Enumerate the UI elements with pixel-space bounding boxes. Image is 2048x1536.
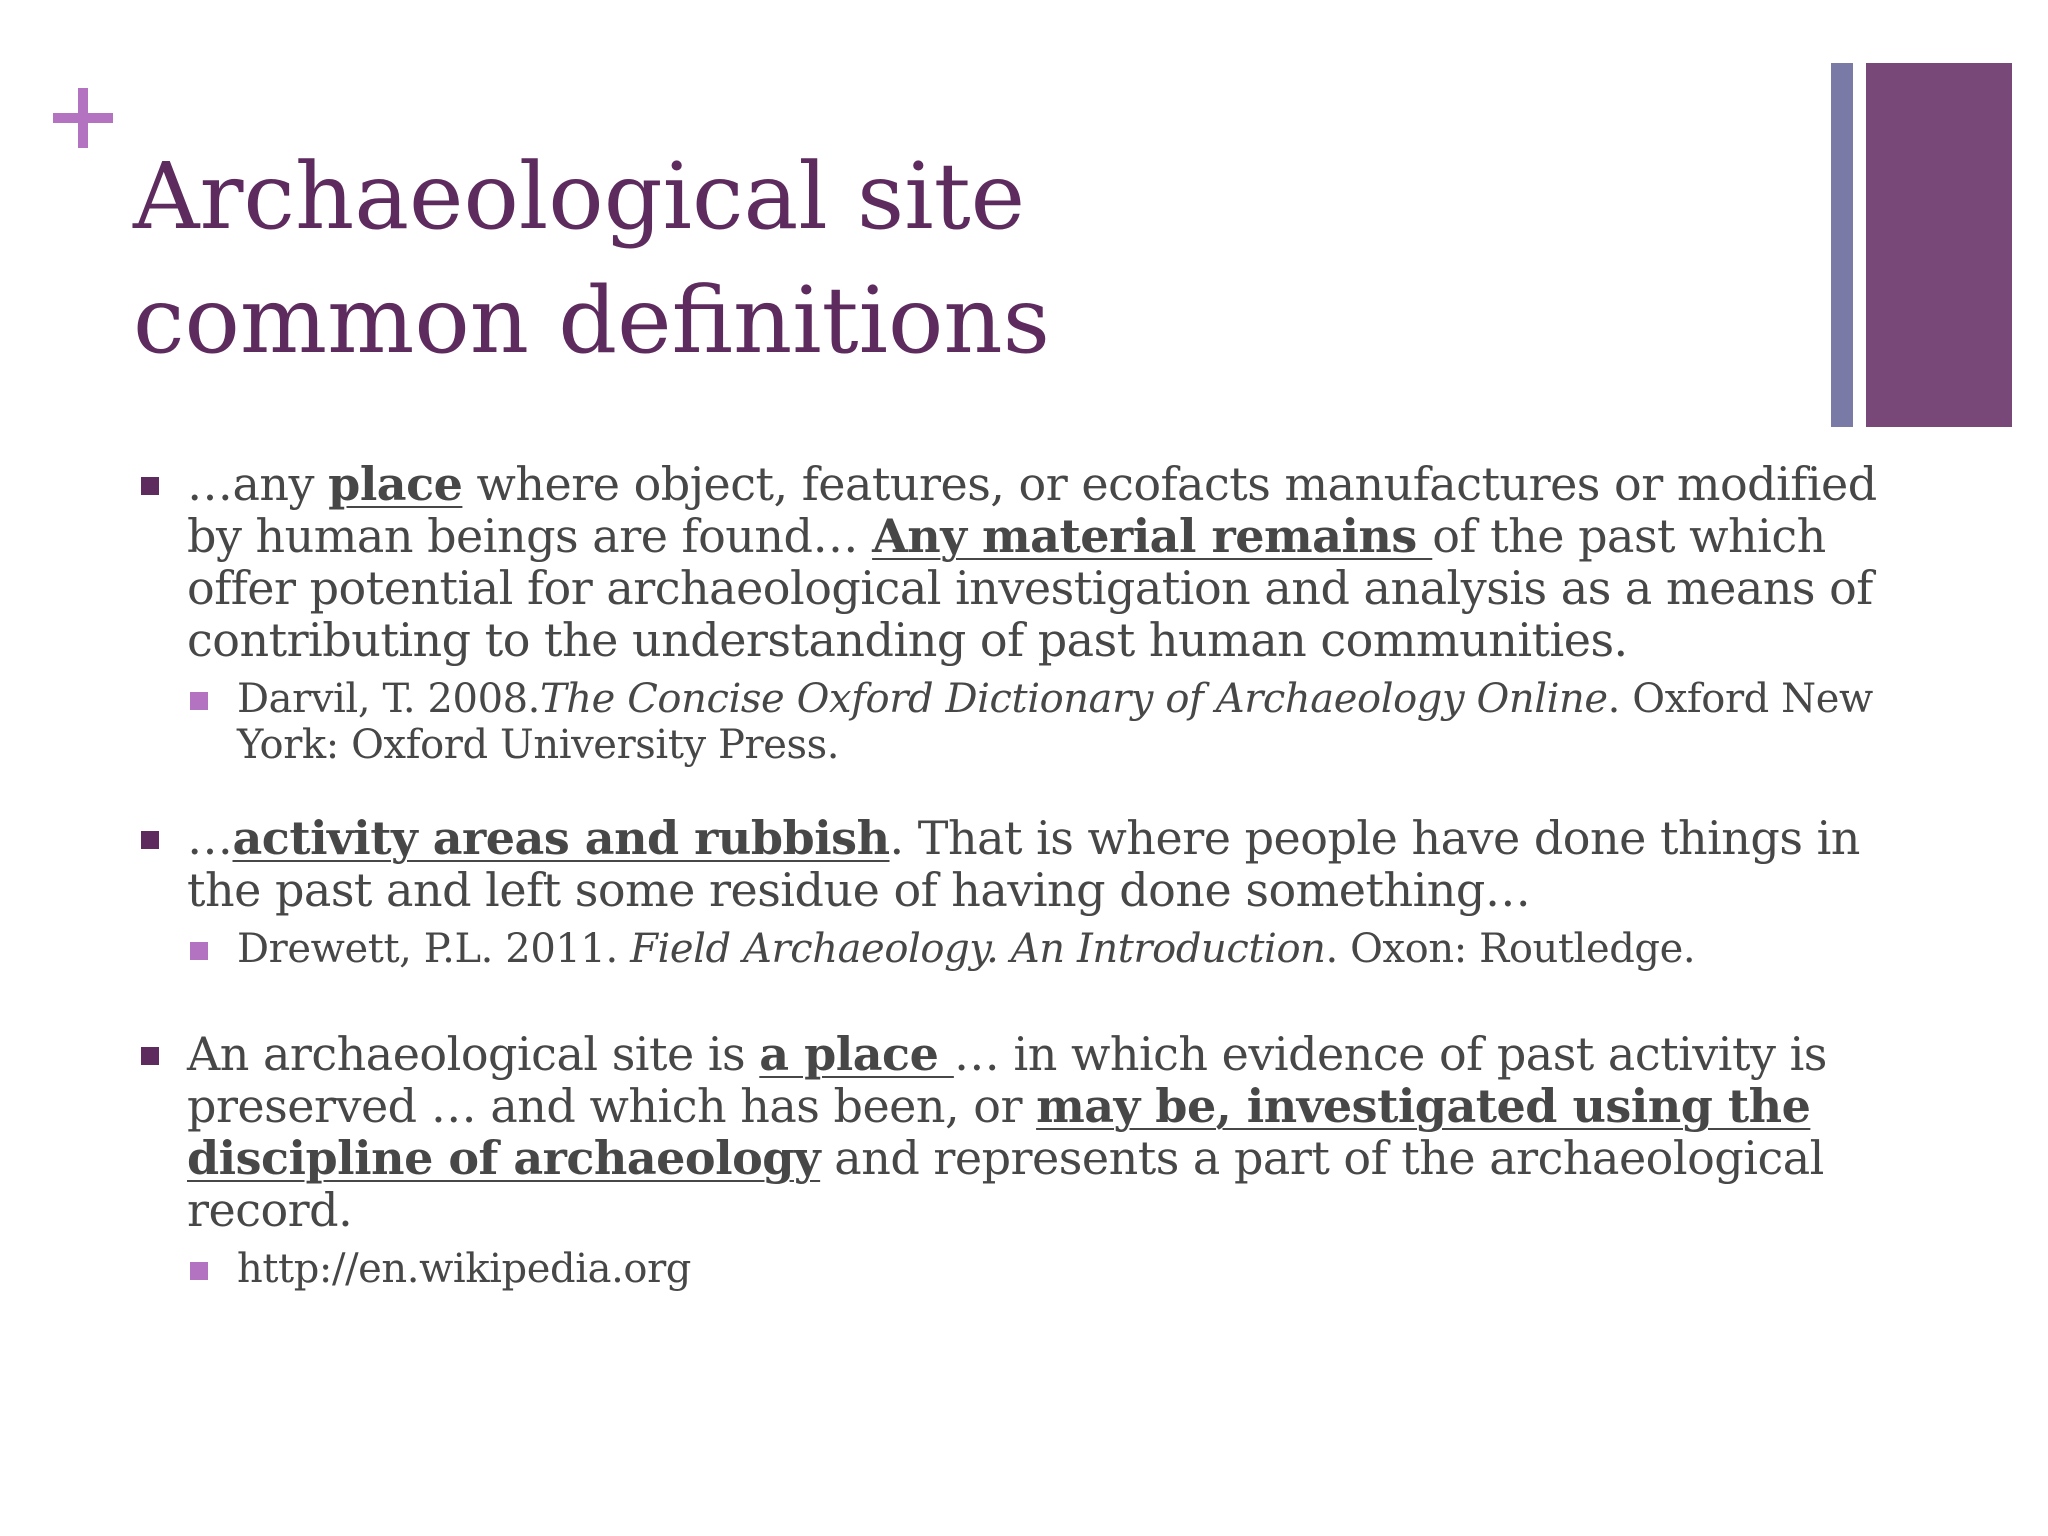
title-line-1: Archaeological site [133,143,1026,250]
plus-icon [53,88,113,148]
citation-work: Field Archaeology. An Introduction [630,926,1326,972]
square-bullet-icon [141,477,159,495]
bullet-text: where object, features, or ecofacts manufactures or modified by human beings are found… [187,457,1877,563]
bullet-text: and represents a part of the archaeological record. [187,1131,1824,1237]
square-bullet-icon [141,831,159,849]
citation-publisher: . Oxford New York: Oxford University Press. [237,676,1873,768]
citation-2 [137,926,1897,972]
bullet-definition-1 [137,458,1897,666]
bullet-text: … in which evidence of past activity is preserved … and which has been, or [187,1027,1827,1133]
bullet-text: of the past which offer potential for archaeological investigation and analysis as a means of contributing to the understanding of past human communities. [187,509,1873,667]
emphasis-text: activity areas and rubbish [232,811,890,865]
square-subbullet-icon [190,942,208,960]
citation-work: The Concise Oxford Dictionary of Archaeology Online [540,676,1608,722]
bullet-definition-3 [137,1028,1897,1236]
bullet-text: An archaeological site is [187,1027,760,1081]
emphasis-text: may be, investigated using the discipline of archaeology [187,1079,1811,1185]
square-subbullet-icon [190,692,208,710]
bullet-text: . That is where people have done things in the past and left some residue of having done something… [187,811,1860,917]
citation-3 [137,1246,1897,1292]
accent-bar-thin [1831,63,1853,427]
bullet-definition-2 [137,812,1897,916]
square-bullet-icon [141,1047,159,1065]
title-line-2: common definitions [133,267,1050,374]
accent-bar-wide [1866,63,2012,427]
citation-publisher: . Oxon: Routledge. [1325,926,1696,972]
citation-source-link[interactable]: http://en.wikipedia.org [237,1246,692,1292]
slide-content [137,458,1897,1292]
citation-1 [137,676,1897,768]
bullet-text: … [187,811,233,865]
slide-title [133,135,1733,383]
citation-author: Drewett, P.L. 2011. [237,926,631,972]
emphasis-text: Any material remains [872,509,1433,563]
emphasis-text: place [328,457,463,511]
bullet-text: …any [187,457,329,511]
emphasis-text: a place [759,1027,954,1081]
citation-author: Darvil, T. 2008. [237,676,540,722]
square-subbullet-icon [190,1262,208,1280]
